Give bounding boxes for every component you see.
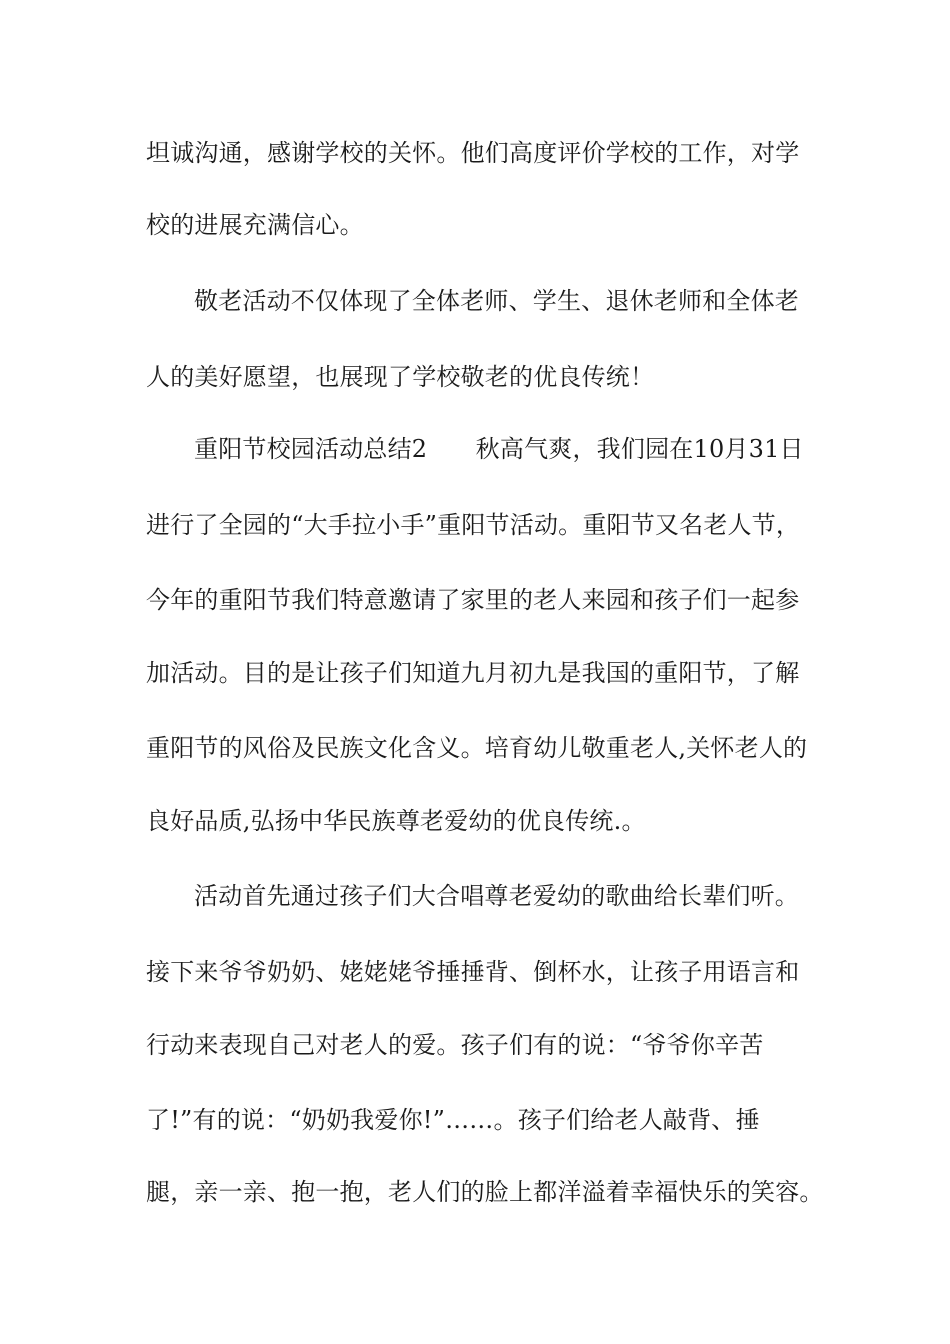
- text-line-4: 人的美好愿望，也展现了学校敬老的优良传统！: [146, 363, 655, 391]
- text-line-3: 敬老活动不仅体现了全体老师、学生、退休老师和全体老: [194, 287, 799, 315]
- text-line-6: 进行了全园的“大手拉小手”重阳节活动。重阳节又名老人节，: [146, 511, 801, 539]
- text-line-14: 了!”有的说：“奶奶我爱你!”……。孩子们给老人敲背、捶: [146, 1106, 760, 1134]
- text-line-15: 腿，亲一亲、抱一抱，老人们的脸上都洋溢着幸福快乐的笑容。: [146, 1178, 824, 1206]
- text-line-5: 重阳节校园活动总结2 秋高气爽，我们园在10月31日: [194, 435, 804, 463]
- text-line-12: 接下来爷爷奶奶、姥姥姥爷捶捶背、倒杯水，让孩子用语言和: [146, 958, 800, 986]
- text-line-13: 行动来表现自己对老人的爱。孩子们有的说：“爷爷你辛苦: [146, 1031, 764, 1059]
- text-line-9: 重阳节的风俗及民族文化含义。培育幼儿敬重老人,关怀老人的: [146, 734, 808, 762]
- text-line-7: 今年的重阳节我们特意邀请了家里的老人来园和孩子们一起参: [146, 586, 800, 614]
- text-line-10: 良好品质,弘扬中华民族尊老爱幼的优良传统.。: [146, 807, 646, 835]
- text-line-8: 加活动。目的是让孩子们知道九月初九是我国的重阳节，了解: [146, 659, 800, 687]
- text-line-1: 坦诚沟通，感谢学校的关怀。他们高度评价学校的工作，对学: [146, 139, 800, 167]
- text-line-11: 活动首先通过孩子们大合唱尊老爱幼的歌曲给长辈们听。: [194, 882, 799, 910]
- text-line-2: 校的进展充满信心。: [146, 211, 364, 239]
